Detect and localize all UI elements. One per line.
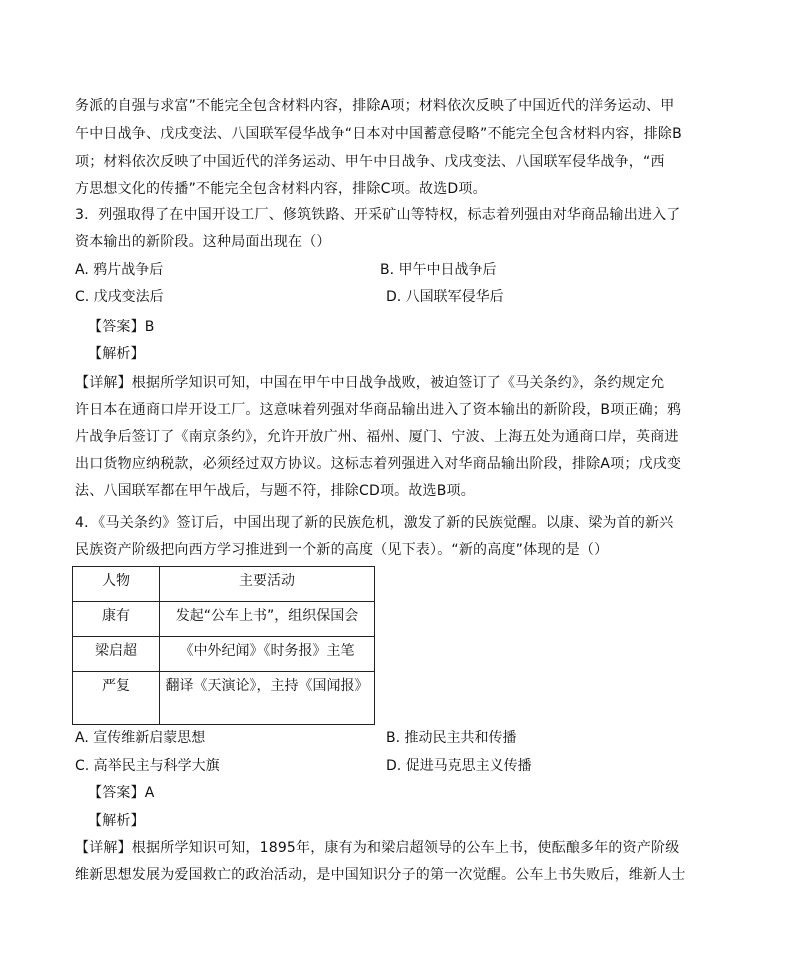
table-row: [73, 672, 375, 725]
q3-detail-line: 法、八国联军都在甲午战后，与题不符，排除CD项。故选B项。: [75, 483, 475, 499]
q4-stem-line: 4．《马关条约》签订后，中国出现了新的民族危机，激发了新的民族觉醒。以康、梁为首的新兴: [75, 515, 674, 531]
table-cell: 《中外纪闻》《时务报》主笔: [160, 637, 375, 672]
text-line: 午中日战争、戊戌变法、八国联军侵华战争“日本对中国蓄意侵略”不能完全包含材料内容，排除B: [75, 126, 682, 142]
q4-option-c: C. 高举民主与科学大旗: [75, 758, 220, 774]
table-cell: 翻译《天演论》，主持《国闻报》: [160, 672, 375, 725]
table-header-cell: 主要活动: [160, 567, 375, 602]
q4-analysis-label: 【解析】: [88, 813, 145, 829]
q4-option-a: A. 宣传维新启蒙思想: [75, 730, 206, 746]
table-header-cell: 人物: [73, 567, 160, 602]
q3-stem-line: 资本输出的新阶段。这种局面出现在（）: [75, 234, 331, 250]
table-cell: 梁启超: [73, 637, 160, 672]
persons-table: [72, 566, 375, 725]
q3-detail-line: 【详解】根据所学知识可知，中国在甲午中日战争战败，被迫签订了《马关条约》，条约规定允: [75, 375, 665, 391]
q3-detail-line: 片战争后签订了《南京条约》，允许开放广州、福州、厦门、宁波、上海五处为通商口岸，英商进: [75, 429, 679, 445]
table-cell: 发起“公车上书”，组织保国会: [160, 602, 375, 637]
q4-detail-line: 维新思想发展为爱国救亡的政治活动，是中国知识分子的第一次觉醒。公车上书失败后，维新人士: [75, 867, 686, 883]
q3-detail-line: 许日本在通商口岸开设工厂。这意味着列强对华商品输出进入了资本输出的新阶段，B项正确；鸦: [75, 402, 682, 418]
q4-stem-line: 民族资产阶级把向西方学习推进到一个新的高度（见下表）。“新的高度”体现的是（）: [75, 542, 609, 558]
q3-option-d: D. 八国联军侵华后: [386, 289, 504, 305]
q3-answer: 【答案】B: [88, 319, 155, 335]
q3-stem-line: 3．列强取得了在中国开设工厂、修筑铁路、开采矿山等特权，标志着列强由对华商品输出进入了: [75, 207, 681, 223]
table-cell: 严复: [73, 672, 160, 725]
q4-option-b: B. 推动民主共和传播: [386, 730, 517, 746]
q3-option-a: A. 鸦片战争后: [75, 262, 164, 278]
q3-detail-line: 出口货物应纳税款，必须经过双方协议。这标志着列强进入对华商品输出阶段，排除A项；戊戌变: [75, 456, 682, 472]
table-row: [73, 602, 375, 637]
q4-answer: 【答案】A: [88, 785, 155, 801]
q3-analysis-label: 【解析】: [88, 346, 145, 362]
q3-option-c: C. 戊戌变法后: [75, 289, 164, 305]
table-header-row: [73, 567, 375, 602]
q3-option-b: B. 甲午中日战争后: [380, 262, 497, 278]
text-line: 项；材料依次反映了中国近代的洋务运动、甲午中日战争、戊戌变法、八国联军侵华战争，“西: [75, 154, 665, 170]
text-line: 务派的自强与求富”不能完全包含材料内容，排除A项；材料依次反映了中国近代的洋务运动、甲: [75, 98, 675, 114]
table-row: [73, 637, 375, 672]
q4-detail-line: 【详解】根据所学知识可知，1895年，康有为和梁启超领导的公车上书，使酝酿多年的资产阶级: [75, 840, 680, 856]
q4-option-d: D. 促进马克思主义传播: [386, 758, 532, 774]
table-cell: 康有: [73, 602, 160, 637]
text-line: 方思想文化的传播”不能完全包含材料内容，排除C项。故选D项。: [75, 181, 487, 197]
